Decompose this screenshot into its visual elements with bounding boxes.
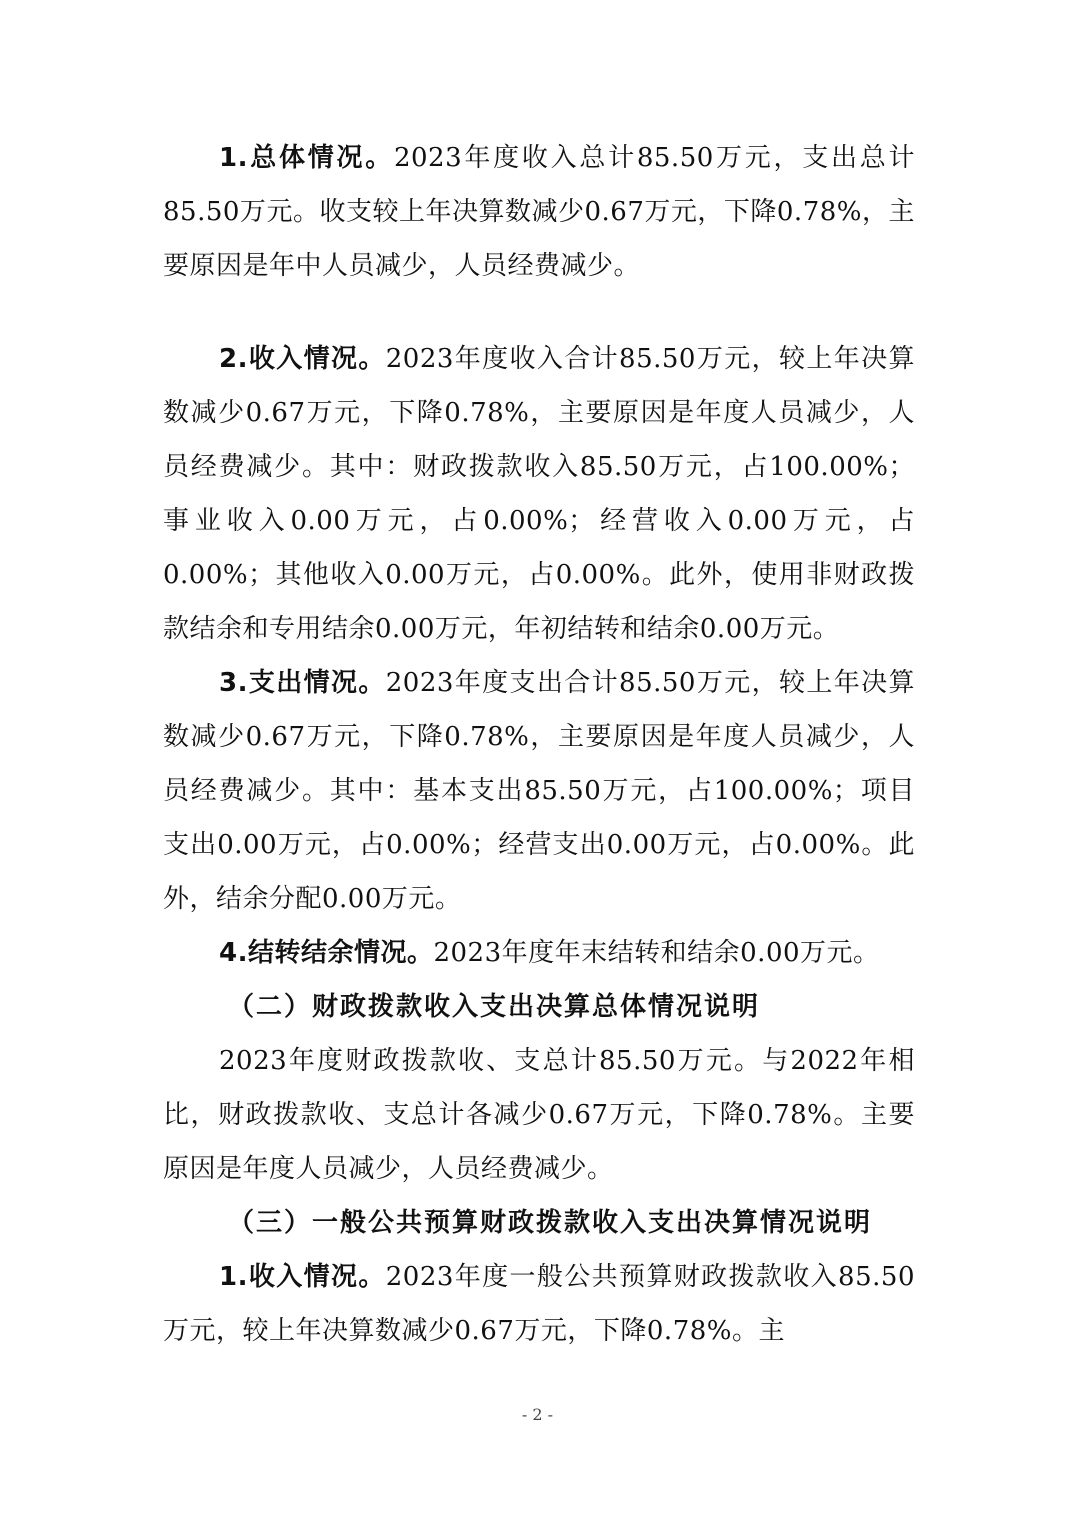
section-heading-fiscal-allocation: （二）财政拨款收入支出决算总体情况说明 <box>228 992 761 1022</box>
paragraph-carryover-lead: 4.结转结余情况。 <box>219 938 434 968</box>
paragraph-expense-body: 2023年度支出合计85.50万元，较上年决算数减少0.67万元，下降0.78%，主要原因是年度人员减少，人员经费减少。其中：基本支出85.50万元，占100.00%；项目支出0.00万元，占0.00%；经营支出0.00万元，占0.00%。此外，结余分配0.00万元。 <box>163 668 915 914</box>
paragraph-fiscal-allocation-body: 2023年度财政拨款收、支总计85.50万元。与2022年相比，财政拨款收、支总计各减少0.67万元，下降0.78%。主要原因是年度人员减少，人员经费减少。 <box>163 1046 915 1184</box>
section-heading-general-budget: （三）一般公共预算财政拨款收入支出决算情况说明 <box>228 1208 873 1238</box>
paragraph-carryover <box>163 926 915 980</box>
page-number: - 2 - <box>521 1405 554 1424</box>
paragraph-general-budget-income <box>163 1250 915 1358</box>
paragraph-overall-lead: 1.总体情况。 <box>219 143 394 173</box>
paragraph-expense-lead: 3.支出情况。 <box>219 668 386 698</box>
paragraph-income <box>163 332 915 656</box>
paragraph-income-body: 2023年度收入合计85.50万元，较上年决算数减少0.67万元，下降0.78%，主要原因是年度人员减少，人员经费减少。其中：财政拨款收入85.50万元，占100.00%；事业收入0.00万元，占0.00%；经营收入0.00万元，占0.00%；其他收入0.00万元，占0.00%。此外，使用非财政拨款结余和专用结余0.00万元，年初结转和结余0.00万元。 <box>163 344 915 644</box>
paragraph-general-budget-income-body: 2023年度一般公共预算财政拨款收入85.50万元，较上年决算数减少0.67万元，下降0.78%。主 <box>163 1262 915 1346</box>
paragraph-carryover-body: 2023年度年末结转和结余0.00万元。 <box>433 938 880 968</box>
paragraph-fiscal-allocation <box>163 1034 915 1196</box>
paragraph-income-lead: 2.收入情况。 <box>219 344 386 374</box>
paragraph-overall <box>163 131 915 293</box>
paragraph-general-budget-income-lead: 1.收入情况。 <box>219 1262 386 1292</box>
paragraph-expense <box>163 656 915 926</box>
paragraph-overall-body: 2023年度收入总计85.50万元，支出总计85.50万元。收支较上年决算数减少0.67万元，下降0.78%，主要原因是年中人员减少，人员经费减少。 <box>163 143 915 281</box>
